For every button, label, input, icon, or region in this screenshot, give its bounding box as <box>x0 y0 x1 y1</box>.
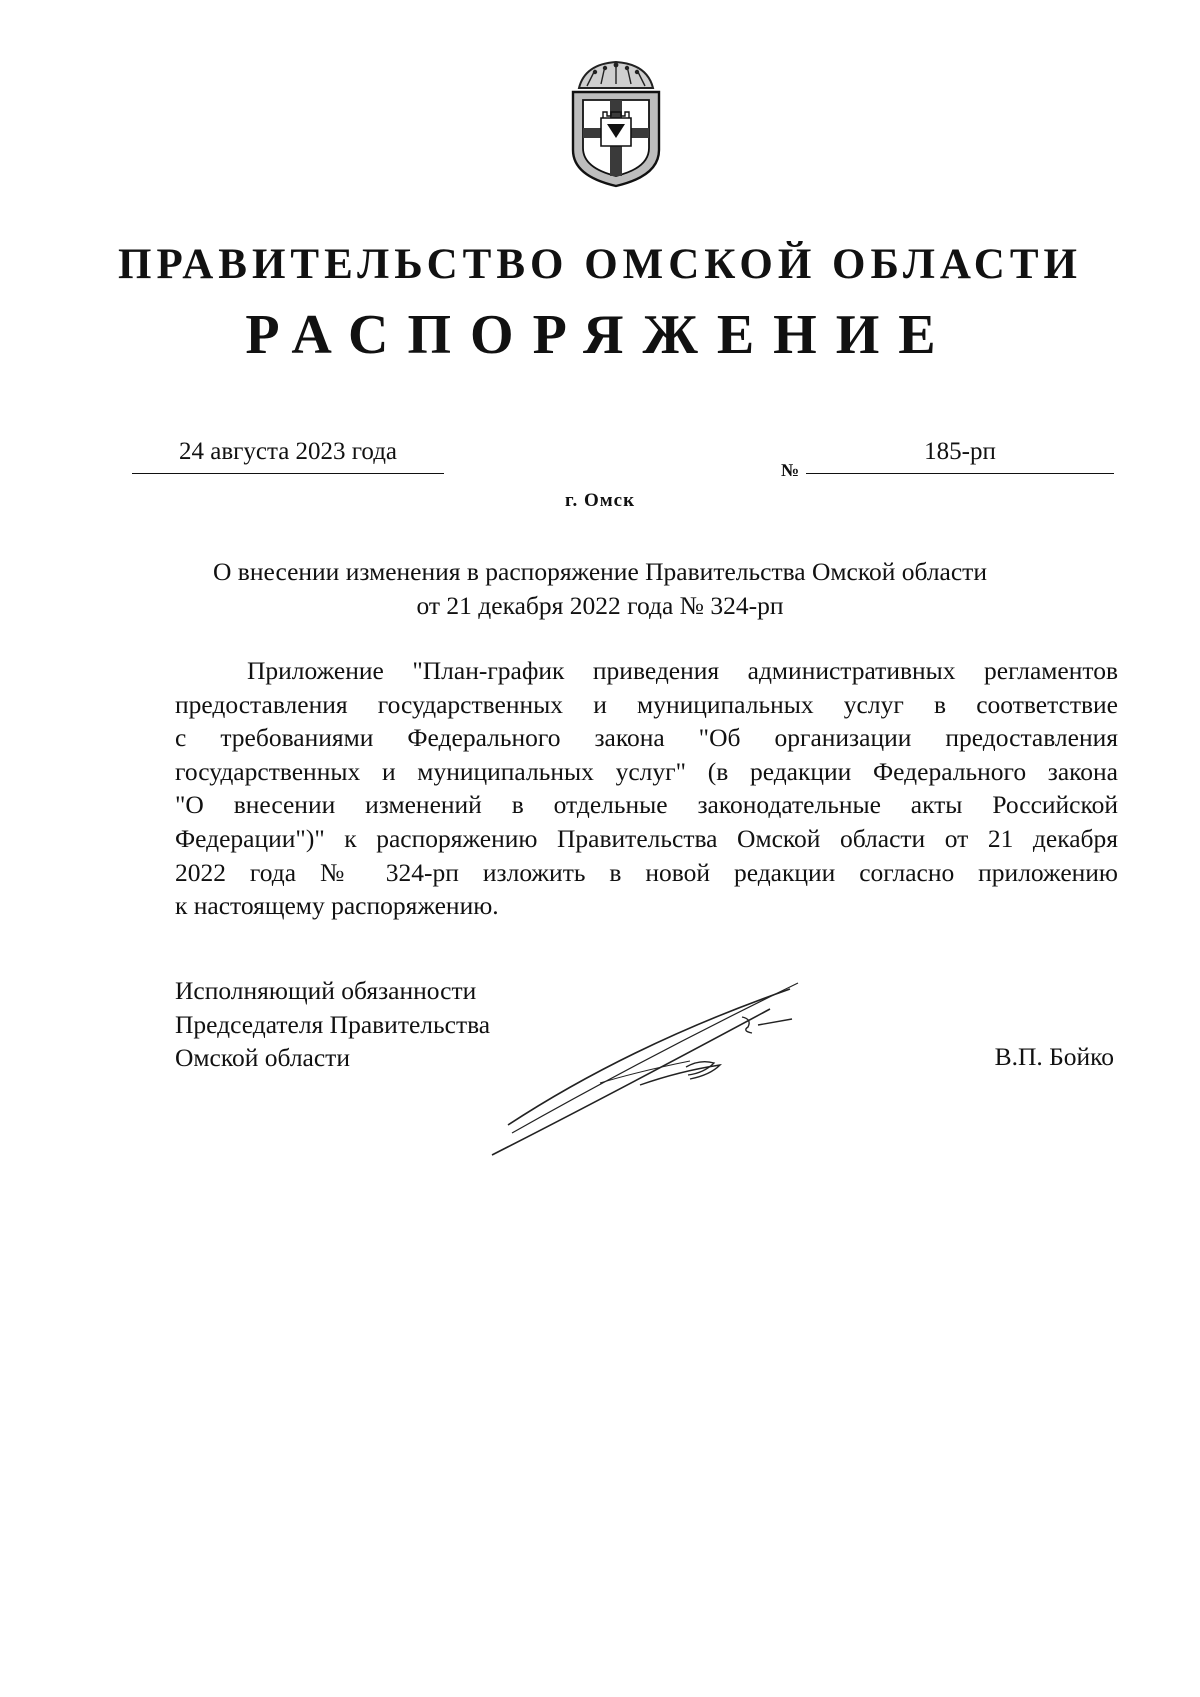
signer-position <box>175 974 490 1075</box>
body-line: Приложение "План-график приведения административных регламентов <box>247 656 1118 685</box>
document-heading <box>130 555 1070 623</box>
body-line: "О внесении изменений в отдельные законодательные акты Российской <box>175 790 1118 820</box>
body-line: Федерации")" к распоряжению Правительства Омской области от 21 декабря <box>175 823 1118 853</box>
position-line: Председателя Правительства <box>175 1009 491 1039</box>
heading-line: от 21 декабря 2022 года № 324-рп <box>416 591 784 620</box>
position-line: Омской области <box>175 1043 350 1073</box>
body-line: 2022 года № 324-рп изложить в новой редакции согласно приложению <box>175 857 1118 887</box>
organization-title: ПРАВИТЕЛЬСТВО ОМСКОЙ ОБЛАСТИ <box>118 241 1082 288</box>
document-body <box>175 654 1118 923</box>
body-line: к настоящему распоряжению. <box>175 891 499 921</box>
document-date: 24 августа 2023 года <box>178 438 398 465</box>
handwritten-signature-icon <box>490 975 850 1160</box>
position-line: Исполняющий обязанности <box>175 976 477 1005</box>
document-number-field <box>806 437 1114 477</box>
document-date-field <box>132 437 444 477</box>
coat-of-arms-icon <box>565 58 667 190</box>
document-number: 185-рп <box>924 438 996 465</box>
body-line: предоставления государственных и муниципальных услуг в соответствие <box>175 689 1118 719</box>
body-line: с требованиями Федерального закона "Об организации предоставления <box>175 723 1118 753</box>
number-underline <box>806 473 1114 474</box>
number-sign: № <box>781 460 800 480</box>
heading-line: О внесении изменения в распоряжение Правительства Омской области <box>213 557 987 586</box>
document-type-title: РАСПОРЯЖЕНИЕ <box>245 304 955 366</box>
body-line: государственных и муниципальных услуг" (в редакции Федерального закона <box>175 756 1118 786</box>
city-label: г. Омск <box>564 490 636 511</box>
date-underline <box>132 473 444 474</box>
signer-name: В.П. Бойко <box>994 1042 1114 1071</box>
